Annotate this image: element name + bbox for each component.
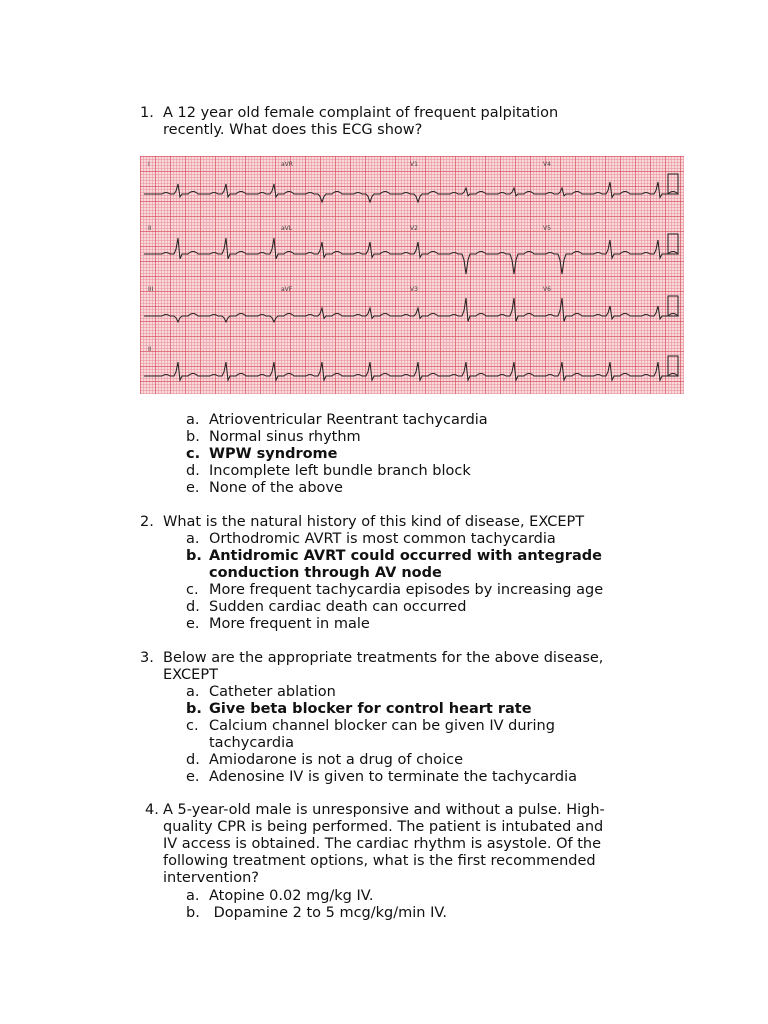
option-letter: e. — [186, 769, 200, 785]
option-e — [186, 616, 646, 633]
option-letter: a. — [186, 888, 200, 904]
ecg-lead-label: I — [148, 161, 150, 168]
ecg-traces — [140, 156, 684, 394]
stem-line: intervention? — [163, 870, 259, 886]
ecg-lead-label: aVR — [281, 161, 293, 168]
option-text: Adenosine IV is given to terminate the tachycardia — [209, 769, 578, 785]
option-text: Catheter ablation — [209, 684, 336, 700]
option-letter: a. — [186, 412, 200, 428]
option-text: conduction through AV node — [209, 565, 442, 581]
option-d — [186, 463, 646, 480]
question-stem — [163, 105, 640, 139]
option-text: Atopine 0.02 mg/kg IV. — [209, 888, 374, 904]
option-b-answer — [186, 548, 646, 582]
option-text: tachycardia — [209, 735, 294, 751]
stem-line: quality CPR is being performed. The patient is intubated and — [163, 819, 604, 835]
option-text: Atrioventricular Reentrant tachycardia — [209, 412, 488, 428]
question-4 — [145, 802, 645, 887]
option-a — [186, 531, 646, 548]
option-a — [186, 412, 646, 429]
option-c — [186, 582, 646, 599]
ecg-lead-label: V2 — [410, 225, 418, 232]
ecg-lead-label: V4 — [543, 161, 551, 168]
ecg-lead-label: V1 — [410, 161, 418, 168]
ecg-trace-line — [144, 238, 678, 274]
question-number: 2. — [140, 514, 154, 530]
option-text: Incomplete left bundle branch block — [209, 463, 471, 479]
question-2-options — [186, 531, 646, 633]
option-letter: e. — [186, 616, 200, 632]
question-stem — [163, 802, 645, 887]
ecg-lead-label: V3 — [410, 286, 418, 293]
option-d — [186, 752, 646, 769]
option-letter: c. — [186, 446, 201, 462]
option-letter: a. — [186, 531, 200, 547]
option-letter: c. — [186, 582, 199, 598]
option-letter: a. — [186, 684, 200, 700]
option-text: None of the above — [209, 480, 343, 496]
option-text: More frequent in male — [209, 616, 370, 632]
question-2 — [140, 514, 640, 531]
option-text: Give beta blocker for control heart rate — [209, 701, 532, 717]
option-text: Orthodromic AVRT is most common tachycardia — [209, 531, 556, 547]
option-letter: d. — [186, 463, 200, 479]
option-a — [186, 888, 646, 905]
question-stem — [163, 514, 640, 531]
option-text: Normal sinus rhythm — [209, 429, 361, 445]
ecg-lead-label: II — [148, 346, 152, 353]
option-c — [186, 718, 646, 752]
option-letter: b. — [186, 548, 202, 564]
option-b — [186, 905, 646, 922]
option-letter: b. — [186, 701, 202, 717]
option-text: Sudden cardiac death can occurred — [209, 599, 467, 615]
option-text: Amiodarone is not a drug of choice — [209, 752, 464, 768]
option-text: More frequent tachycardia episodes by increasing age — [209, 582, 604, 598]
stem-line: recently. What does this ECG show? — [163, 122, 423, 138]
option-text: Calcium channel blocker can be given IV during — [209, 718, 555, 734]
ecg-trace-line — [144, 298, 678, 322]
option-d — [186, 599, 646, 616]
option-text: Dopamine 2 to 5 mcg/kg/min IV. — [209, 905, 448, 921]
ecg-lead-label: aVF — [281, 286, 293, 293]
ecg-trace-line — [144, 362, 678, 380]
ecg-lead-label: II — [148, 225, 152, 232]
question-number: 1. — [140, 105, 154, 121]
option-letter: e. — [186, 480, 200, 496]
option-text: WPW syndrome — [209, 446, 338, 462]
option-e — [186, 480, 646, 497]
stem-line: Below are the appropriate treatments for the above disease, — [163, 650, 604, 666]
option-e — [186, 769, 646, 786]
option-c-answer — [186, 446, 646, 463]
option-text: Antidromic AVRT could occurred with antegrade — [209, 548, 602, 564]
question-number: 3. — [140, 650, 154, 666]
question-1-options — [186, 412, 646, 497]
question-number: 4. — [145, 802, 159, 818]
stem-line: What is the natural history of this kind of disease, EXCEPT — [163, 514, 585, 530]
question-4-options — [186, 888, 646, 922]
option-letter: d. — [186, 599, 200, 615]
question-3-options — [186, 684, 646, 786]
option-letter: d. — [186, 752, 200, 768]
stem-line: following treatment options, what is the first recommended — [163, 853, 596, 869]
option-b-answer — [186, 701, 646, 718]
question-stem — [163, 650, 640, 684]
ecg-lead-label: aVL — [281, 225, 293, 232]
option-letter: c. — [186, 718, 199, 734]
ecg-lead-label: III — [148, 286, 154, 293]
ecg-image — [140, 156, 684, 394]
question-3 — [140, 650, 640, 684]
question-1 — [140, 105, 640, 139]
stem-line: A 5-year-old male is unresponsive and without a pulse. High- — [163, 802, 605, 818]
ecg-lead-label: V6 — [543, 286, 551, 293]
option-letter: b. — [186, 429, 200, 445]
option-b — [186, 429, 646, 446]
option-letter: b. — [186, 905, 200, 921]
ecg-lead-label: V5 — [543, 225, 551, 232]
stem-line: EXCEPT — [163, 667, 218, 683]
option-a — [186, 684, 646, 701]
ecg-trace-line — [144, 182, 678, 202]
stem-line: A 12 year old female complaint of frequent palpitation — [163, 105, 559, 121]
stem-line: IV access is obtained. The cardiac rhythm is asystole. Of the — [163, 836, 602, 852]
